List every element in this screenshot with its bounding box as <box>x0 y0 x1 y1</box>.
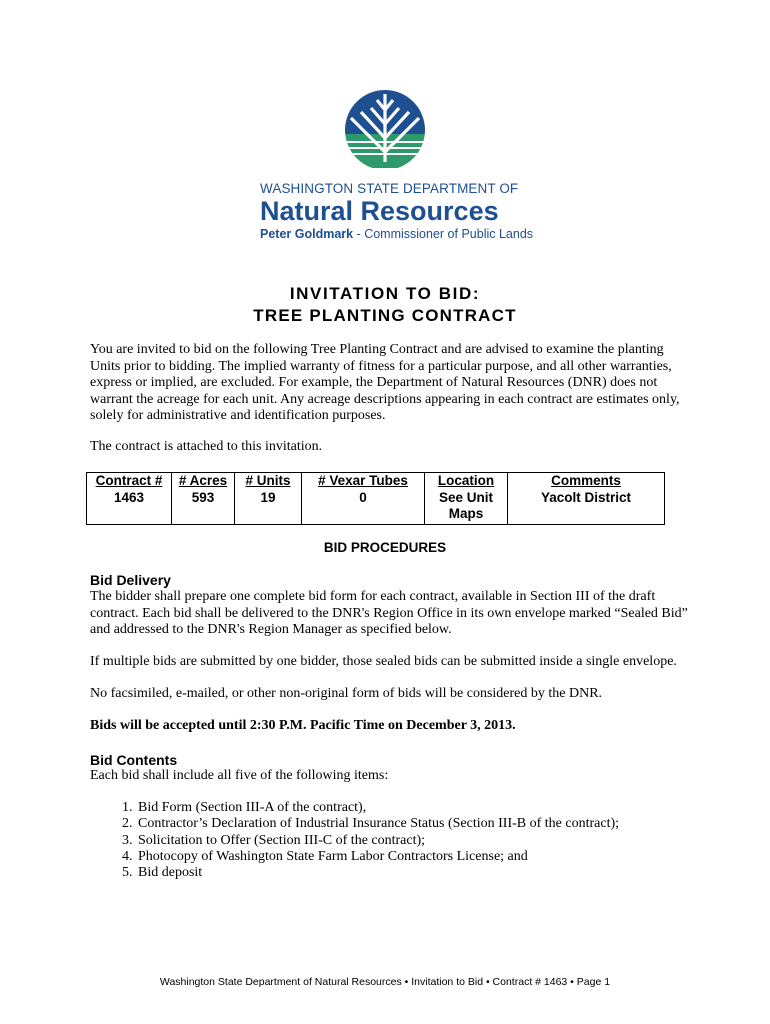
list-item: 3. Solicitation to Offer (Section III-C of the contract); <box>136 833 736 849</box>
table-cell: 1463 <box>87 490 172 525</box>
multiple-bids-text: If multiple bids are submitted by one bidder, those sealed bids can be submitted inside a single envelope. <box>90 654 677 669</box>
table-cell: 0 <box>302 490 425 525</box>
list-item: 5. Bid deposit <box>136 865 736 881</box>
contract-table <box>86 472 665 525</box>
header-cell: Location <box>425 473 508 490</box>
dnr-tree-emblem-icon <box>341 90 429 168</box>
contract-table-header <box>87 473 665 490</box>
header-cell: # Vexar Tubes <box>302 473 425 490</box>
bid-contents-heading: Bid Contents <box>90 752 178 768</box>
agency-wordmark <box>260 181 560 241</box>
bid-deadline-text: Bids will be accepted until 2:30 P.M. Pacific Time on December 3, 2013. <box>90 718 516 733</box>
table-cell: 593 <box>172 490 235 525</box>
header-cell: Comments <box>508 473 665 490</box>
header-cell: # Acres <box>172 473 235 490</box>
table-cell: See Unit Maps <box>425 490 508 525</box>
agency-line-1: WASHINGTON STATE DEPARTMENT OF <box>260 181 519 196</box>
bid-contents-intro: Each bid shall include all five of the following items: <box>90 768 389 783</box>
commissioner-title: - Commissioner of Public Lands <box>353 227 534 241</box>
list-item: 1. Bid Form (Section III-A of the contract), <box>136 800 736 816</box>
page-footer: Washington State Department of Natural Resources • Invitation to Bid • Contract # 1463 • Page 1 <box>159 976 611 988</box>
table-cell: Yacolt District <box>508 490 665 525</box>
bid-delivery-text: The bidder shall prepare one complete bid form for each contract, available in Section III of the draft contract. Each bid shall be delivered to the DNR's Region Office in its own envelope marked “Sealed Bid” and addressed to the DNR's Region Manager as specified below. <box>90 589 688 637</box>
intro-paragraph: You are invited to bid on the following Tree Planting Contract and are advised to examine the planting Units prior to bidding. The implied warranty of fitness for a particular purpose, and all other warranties, express or implied, are excluded. For example, the Department of Natural Resources (DNR) does not warrant the acreage for each unit. Any acreage descriptions appearing in each contract are estimates only, solely for administrative and identification purposes. <box>90 342 680 423</box>
list-item: 4. Photocopy of Washington State Farm Labor Contractors License; and <box>136 849 736 865</box>
commissioner-line <box>260 227 560 241</box>
commissioner-name: Peter Goldmark <box>260 227 354 241</box>
document-title-line-2: TREE PLANTING CONTRACT <box>253 306 517 325</box>
agency-name: Natural Resources <box>260 196 499 226</box>
document-title-line-1: INVITATION TO BID: <box>289 284 481 303</box>
table-row <box>87 490 665 525</box>
bid-procedures-heading: BID PROCEDURES <box>323 540 447 555</box>
header-cell: # Units <box>235 473 302 490</box>
list-item: 2. Contractor’s Declaration of Industrial Insurance Status (Section III-B of the contract); <box>136 816 736 832</box>
table-cell: 19 <box>235 490 302 525</box>
bid-delivery-heading: Bid Delivery <box>90 572 171 588</box>
bid-contents-list <box>112 800 736 881</box>
non-original-bids-text: No facsimiled, e-mailed, or other non-original form of bids will be considered by the DNR. <box>90 686 603 701</box>
header-cell: Contract # <box>87 473 172 490</box>
attached-note: The contract is attached to this invitation. <box>90 439 323 454</box>
